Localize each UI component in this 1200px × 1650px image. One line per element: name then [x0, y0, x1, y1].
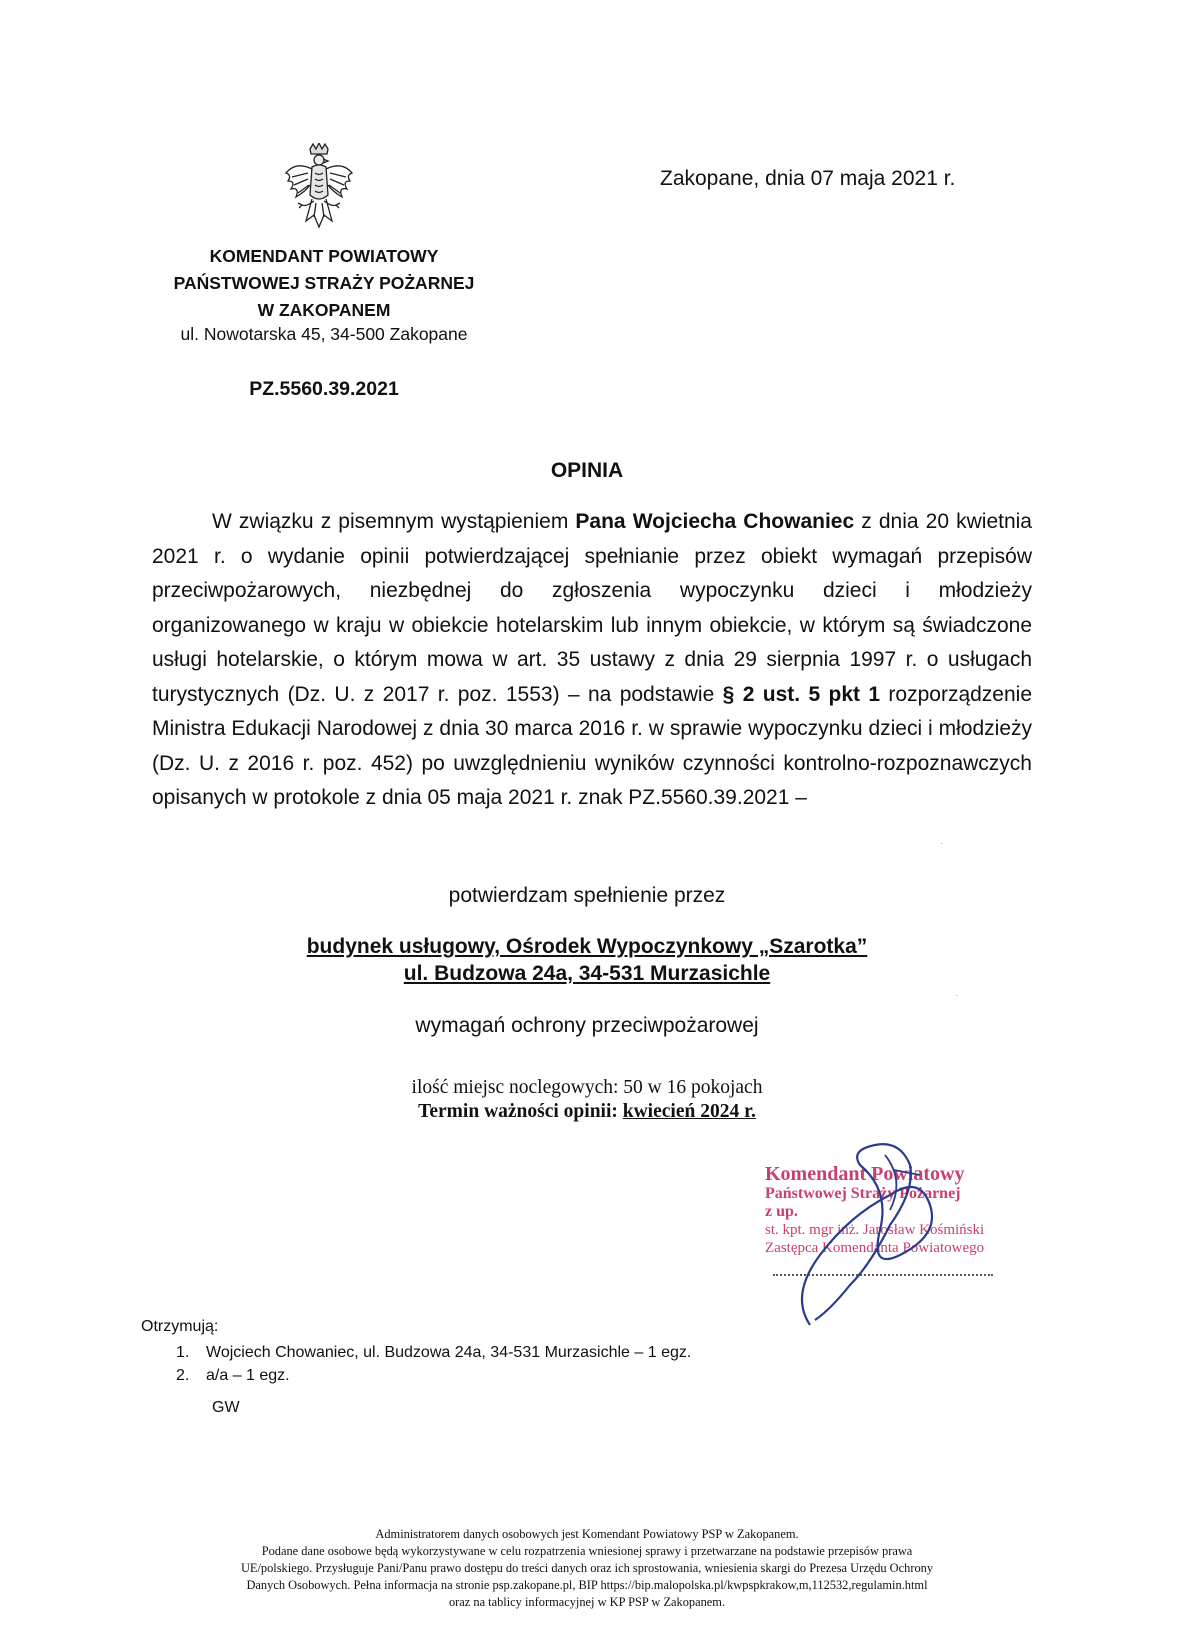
issuing-authority — [130, 243, 518, 324]
confirmation-text: potwierdzam spełnienie przez — [448, 884, 726, 907]
authority-line-2: PAŃSTWOWEJ STRAŻY POŻARNEJ — [173, 273, 475, 293]
paragraph-request: z dnia 20 kwietnia 2021 r. o wydanie opinii potwierdzającej spełnianie przez obiekt wymagań przepisów przeciwpożarowych, niezbędnej do zgłoszenia wypoczynku dzieci i młodzieży organizowanego w kraju w obiekcie hotelarskim lub innym obiekcie, w którym są świadczone usługi hotelarskie, o którym mowa w art. 35 ustawy z dnia 29 sierpnia 1997 r. o usługach turystycznych (Dz. U. z 2017 r. poz. 1553) – na podstawie — [152, 510, 1032, 706]
document-title: OPINIA — [550, 459, 624, 482]
handwritten-signature-icon — [790, 1135, 970, 1335]
main-paragraph — [152, 505, 1032, 816]
validity-term — [0, 1101, 1174, 1123]
recipient-item: 1. Wojciech Chowaniec, ul. Budzowa 24a, 34-531 Murzasichle – 1 egz. — [176, 1344, 692, 1361]
validity-date: kwiecień 2024 r. — [622, 1101, 756, 1122]
gdpr-footer — [120, 1526, 1054, 1611]
recipients-heading: Otrzymują: — [141, 1318, 219, 1335]
legal-basis: § 2 ust. 5 pkt 1 — [722, 682, 881, 706]
validity-label: Termin ważności opinii: — [418, 1101, 623, 1122]
reference-number: PZ.5560.39.2021 — [249, 378, 399, 400]
authority-address: ul. Nowotarska 45, 34-500 Zakopane — [180, 324, 468, 344]
building-address: ul. Budzowa 24a, 34-531 Murzasichle — [403, 962, 771, 985]
authority-line-3: W ZAKOPANEM — [257, 300, 391, 320]
footer-line-2: Podane dane osobowe będą wykorzystywane w celu rozpatrzenia wniesionej sprawy i przetwarzane na podstawie przepisów prawa — [261, 1544, 913, 1558]
paragraph-intro: W związku z pisemnym wystąpieniem — [212, 510, 576, 533]
document-date: Zakopane, dnia 07 maja 2021 r. — [660, 167, 956, 190]
requirements-text: wymagań ochrony przeciwpożarowej — [415, 1014, 759, 1037]
recipients-list — [176, 1341, 691, 1387]
scan-speck: · — [940, 838, 944, 849]
footer-line-1: Administratorem danych osobowych jest Komendant Powiatowy PSP w Zakopanem. — [375, 1527, 799, 1541]
scan-speck: · — [955, 990, 959, 1001]
stamp-line-3: z up. — [765, 1203, 798, 1220]
building-description — [0, 933, 1174, 987]
author-initials: GW — [212, 1399, 240, 1416]
stamp-line-5: Zastępca Komendanta Powiatowego — [765, 1240, 985, 1256]
applicant-name: Pana Wojciecha Chowaniec — [575, 510, 855, 533]
polish-eagle-emblem-icon — [282, 143, 356, 241]
stamp-line-1: Komendant Powiatowy — [765, 1163, 965, 1185]
building-name: budynek usługowy, Ośrodek Wypoczynkowy „Szarotka” — [306, 935, 868, 958]
footer-line-4: Danych Osobowych. Pełna informacja na stronie psp.zakopane.pl, BIP https://bip.malopolska.pl/kwpspkrakow,m,112532,regulamin.html — [246, 1578, 928, 1592]
paragraph-rest: rozporządzenie Ministra Edukacji Narodowej z dnia 30 marca 2016 r. w sprawie wypoczynku dzieci i młodzieży (Dz. U. z 2016 r. poz. 452) po uwzględnieniu wyników czynności kontrolno-rozpoznawczych opisanych w protokole z dnia 05 maja 2021 r. znak PZ.5560.39.2021 – — [152, 682, 1033, 809]
accommodation-places: ilość miejsc noclegowych: 50 w 16 pokojach — [411, 1077, 763, 1098]
footer-line-5: oraz na tablicy informacyjnej w KP PSP w Zakopanem. — [448, 1595, 726, 1609]
authority-line-1: KOMENDANT POWIATOWY — [209, 246, 439, 266]
stamp-line-2: Państwowej Straży Pożarnej — [765, 1185, 961, 1202]
stamp-line-4: st. kpt. mgr inż. Jarosław Kośmiński — [765, 1222, 985, 1238]
recipient-item: 2. a/a – 1 egz. — [176, 1367, 290, 1384]
footer-line-3: UE/polskiego. Przysługuje Pani/Panu prawo dostępu do treści danych oraz ich sprostowania, wniesienia skargi do Prezesa Urzędu Ochrony — [240, 1561, 934, 1575]
